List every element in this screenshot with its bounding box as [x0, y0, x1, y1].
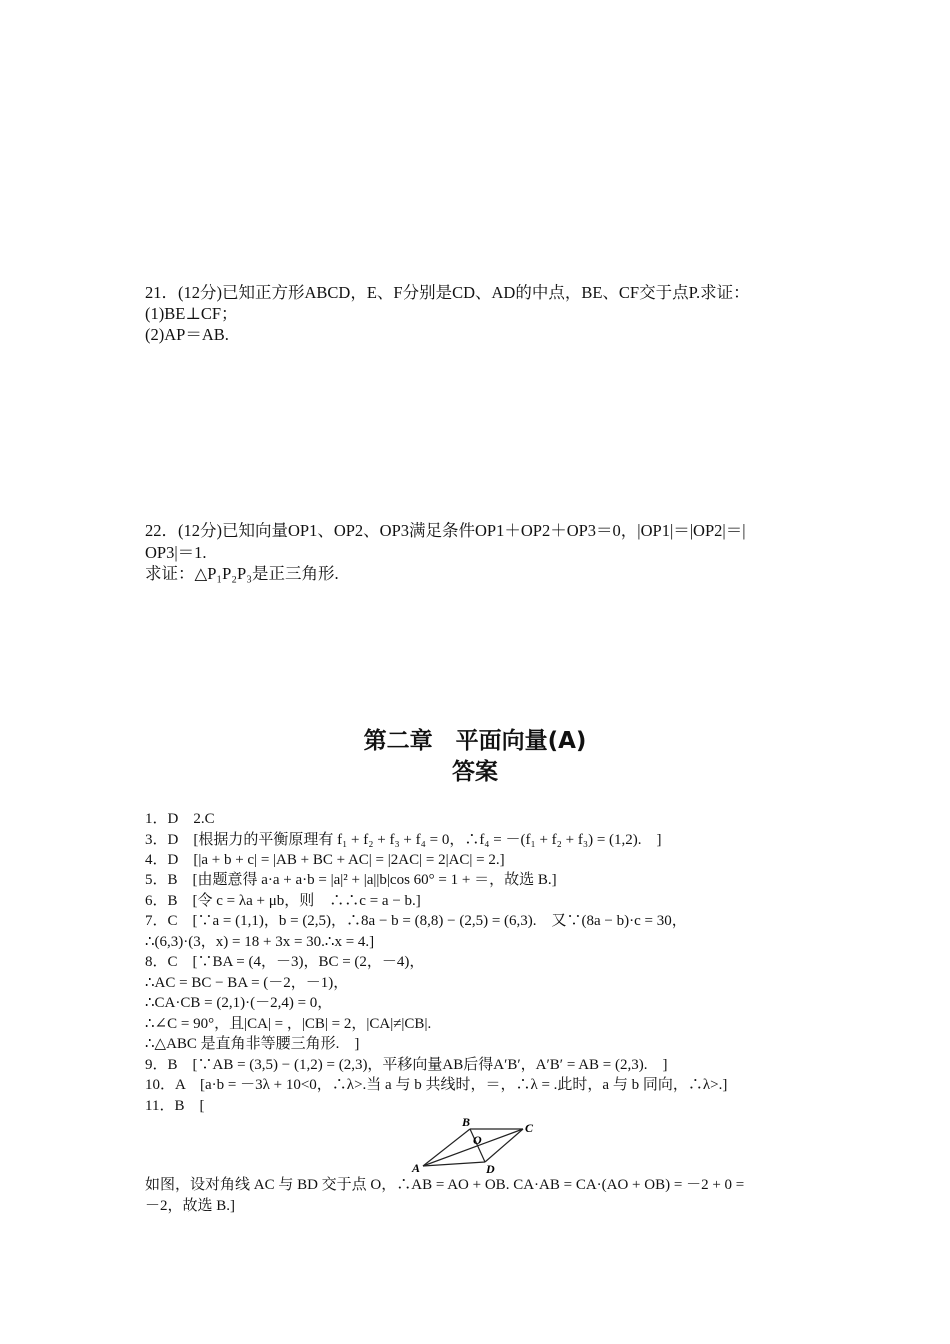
answer-line-11-cont-2: －2，故选 B.] [145, 1198, 236, 1214]
answer-line-11-cont-1: 如图，设对角线 AC 与 BD 交于点 O，∴AB = AO + OB. CA·AB = CA·(AO + OB) = －2 + 0 = [145, 1177, 745, 1193]
answer-line-10: 10．A [a·b = －3λ + 10<0，∴λ>.当 a 与 b 共线时，＝，∴λ = .此时，a 与 b 同向，∴λ>.] [145, 1077, 728, 1093]
answer-line-4: 4．D [|a + b + c| = |AB + BC + AC| = |2AC| = 2|AC| = 2.] [145, 852, 505, 868]
answer-line-8-cont-1: ∴AC = BC − BA = (－2，－1)， [145, 975, 349, 991]
label-c: C [525, 1121, 534, 1135]
answer-line-8-cont-2: ∴CA·CB = (2,1)·(－2,4) = 0， [145, 995, 333, 1011]
q21-line-1: 21．(12分)已知正方形ABCD，E、F分别是CD、AD的中点，BE、CF交于点P.求证： [145, 283, 750, 302]
label-b: B [462, 1115, 471, 1129]
q22-line-3: 求证：△P₁P₂P₃是正三角形. [145, 564, 339, 583]
answer-line-3: 3．D [根据力的平衡原理有 f₁ + f₂ + f₃ + f₄ = 0，∴f₄ = －(f₁ + f₂ + f₃) = (1,2). ] [145, 832, 662, 848]
q22-line-2: OP3|＝1. [145, 543, 207, 562]
answer-line-6: 6．B [令 c = λa + μb，则 ∴∴c = a − b.] [145, 893, 421, 909]
edge-ab [423, 1129, 470, 1166]
label-o: O [473, 1133, 482, 1147]
answers-heading: 答案 [452, 759, 498, 785]
answer-line-8-cont-4: ∴△ABC 是直角非等腰三角形. ] [145, 1036, 360, 1052]
label-d: D [486, 1162, 495, 1176]
q22-line-1: 22．(12分)已知向量OP1、OP2、OP3满足条件OP1＋OP2＋OP3＝0，|OP1|＝|OP2|＝| [145, 521, 746, 540]
q21-line-3: (2)AP＝AB. [145, 325, 229, 344]
parallelogram-figure [410, 1114, 540, 1176]
answer-line-8: 8．C [∵BA = (4，－3)，BC = (2，－4)， [145, 954, 425, 970]
answer-line-8-cont-3: ∴∠C = 90°，且|CA| = ，|CB| = 2，|CA|≠|CB|. [145, 1016, 432, 1032]
answer-line-9: 9．B [∵AB = (3,5) − (1,2) = (2,3)，平移向量AB后得A′B′，A′B′ = AB = (2,3). ] [145, 1057, 668, 1073]
answer-line-7: 7．C [∵a = (1,1)，b = (2,5)，∴8a − b = (8,8) − (2,5) = (6,3). 又∵(8a − b)·c = 30， [145, 913, 687, 929]
answer-line-1: 1．D 2.C [145, 811, 215, 827]
answer-line-11: 11．B [ [145, 1098, 205, 1114]
answer-line-5: 5．B [由题意得 a·a + a·b = |a|² + |a||b|cos 60° = 1 + ＝，故选 B.] [145, 872, 557, 888]
chapter-title: 第二章 平面向量(A) [363, 728, 587, 754]
label-a: A [412, 1161, 421, 1175]
answer-line-7-cont: ∴(6,3)·(3，x) = 18 + 3x = 30.∴x = 4.] [145, 934, 375, 950]
q21-line-2: (1)BE⊥CF； [145, 304, 238, 323]
edge-cd [485, 1129, 523, 1162]
